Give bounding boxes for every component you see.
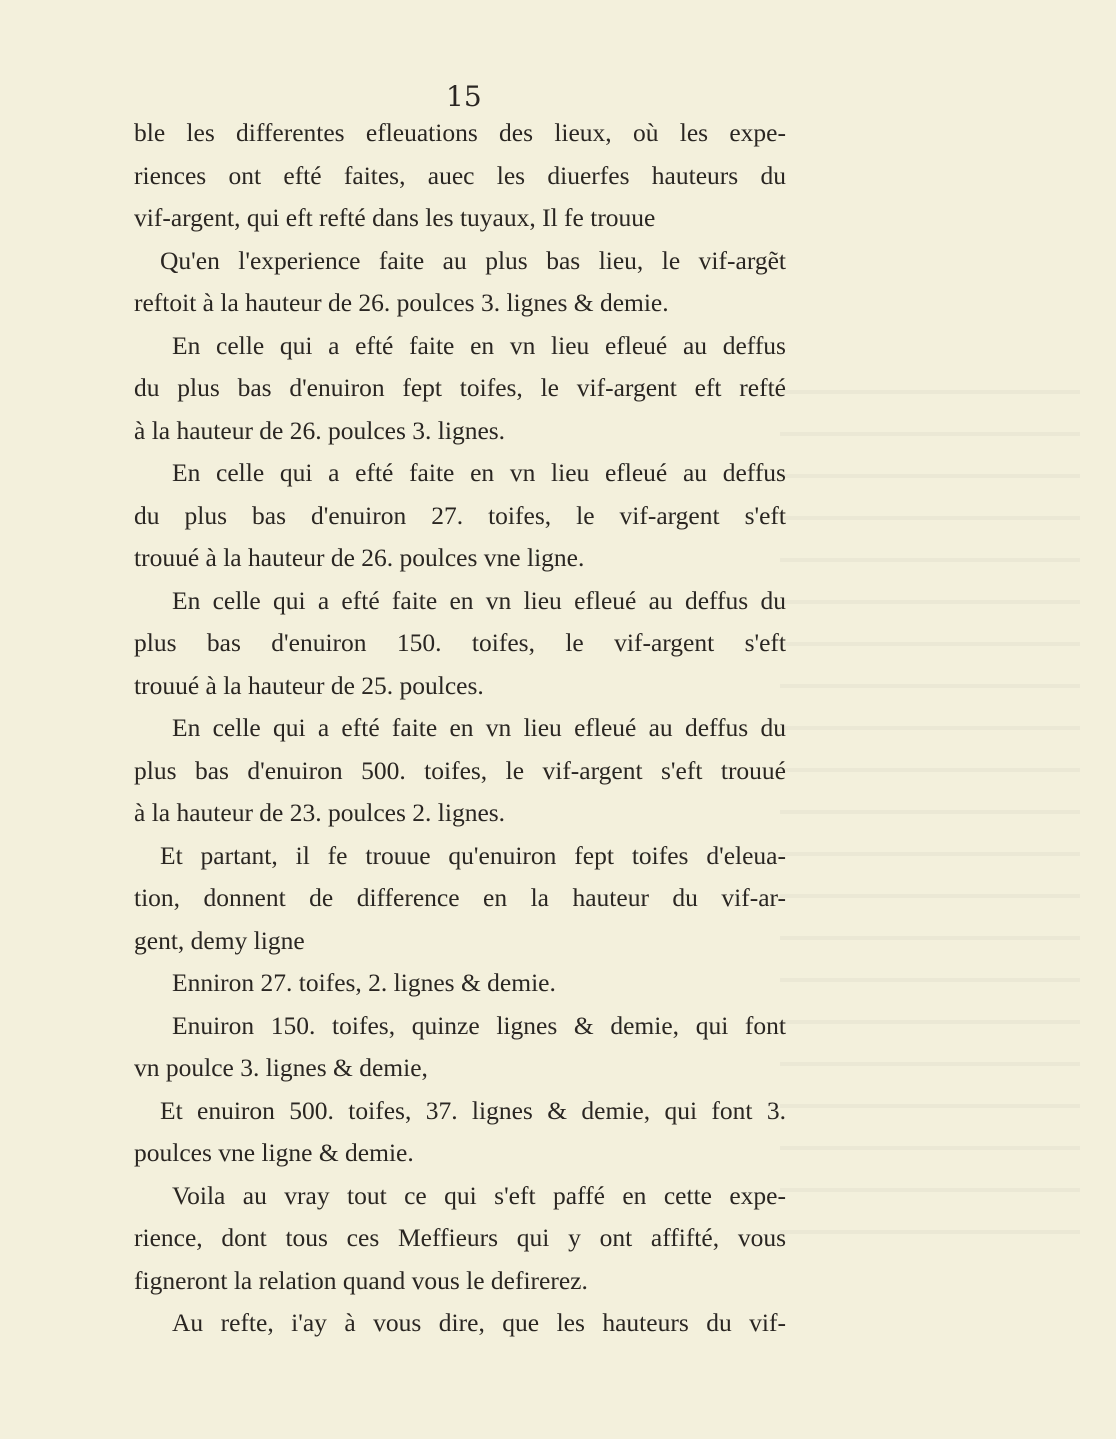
show-through-texture: [780, 360, 1080, 1260]
text-line: Enuiron 150. toifes, quinze lignes & demie, qui font: [172, 1010, 786, 1040]
text-line: poulces vne ligne & demie.: [134, 1138, 414, 1167]
text-line: En celle qui a efté faite en vn lieu efleué au deffus: [172, 458, 786, 487]
text-line: tion, donnent de difference en la hauteur du vif-ar-: [134, 883, 786, 912]
text-line: trouué à la hauteur de 25. poulces.: [134, 670, 484, 700]
text-line: figneront la relation quand vous le defirerez.: [134, 1265, 588, 1295]
text-line: plus bas d'enuiron 500. toifes, le vif-argent s'eft trouué: [134, 755, 786, 785]
text-line: En celle qui a efté faite en vn lieu efleué au deffus: [172, 330, 786, 360]
text-line: gent, demy ligne: [134, 925, 305, 955]
text-line: Enniron 27. toifes, 2. lignes & demie.: [172, 968, 556, 997]
text-line: Qu'en l'experience faite au plus bas lieu, le vif-argẽt: [160, 245, 786, 275]
text-line: En celle qui a efté faite en vn lieu efleué au deffus du: [172, 585, 786, 615]
page-number: 15: [446, 80, 482, 113]
text-line: riences ont efté faites, auec les diuerfes hauteurs du: [134, 160, 786, 190]
text-line: à la hauteur de 23. poulces 2. lignes.: [134, 798, 506, 827]
text-line: Et enuiron 500. toifes, 37. lignes & demie, qui font 3.: [160, 1095, 786, 1125]
text-line: Voila au vray tout ce qui s'eft paffé en cette expe-: [172, 1180, 786, 1210]
text-line: En celle qui a efté faite en vn lieu efleué au deffus du: [172, 713, 786, 742]
text-line: ble les differentes efleuations des lieux, où les expe-: [134, 118, 786, 147]
text-line: trouué à la hauteur de 26. poulces vne ligne.: [134, 543, 585, 572]
text-line: vn poulce 3. lignes & demie,: [134, 1053, 428, 1082]
text-line: Au refte, i'ay à vous dire, que les hauteurs du vif-: [172, 1308, 786, 1337]
body-text: [134, 112, 786, 1345]
text-line: du plus bas d'enuiron 27. toifes, le vif-argent s'eft: [134, 500, 786, 530]
text-line: plus bas d'enuiron 150. toifes, le vif-argent s'eft: [134, 628, 786, 657]
text-line: rience, dont tous ces Meffieurs qui y ont affifté, vous: [134, 1223, 786, 1252]
text-line: reftoit à la hauteur de 26. poulces 3. lignes & demie.: [134, 288, 669, 317]
text-line: du plus bas d'enuiron fept toifes, le vif-argent eft refté: [134, 373, 786, 402]
text-line: vif-argent, qui eft refté dans les tuyaux, Il fe trouue: [134, 203, 656, 232]
text-line: à la hauteur de 26. poulces 3. lignes.: [134, 415, 506, 445]
text-line: Et partant, il fe trouue qu'enuiron fept toifes d'eleua-: [160, 840, 786, 870]
